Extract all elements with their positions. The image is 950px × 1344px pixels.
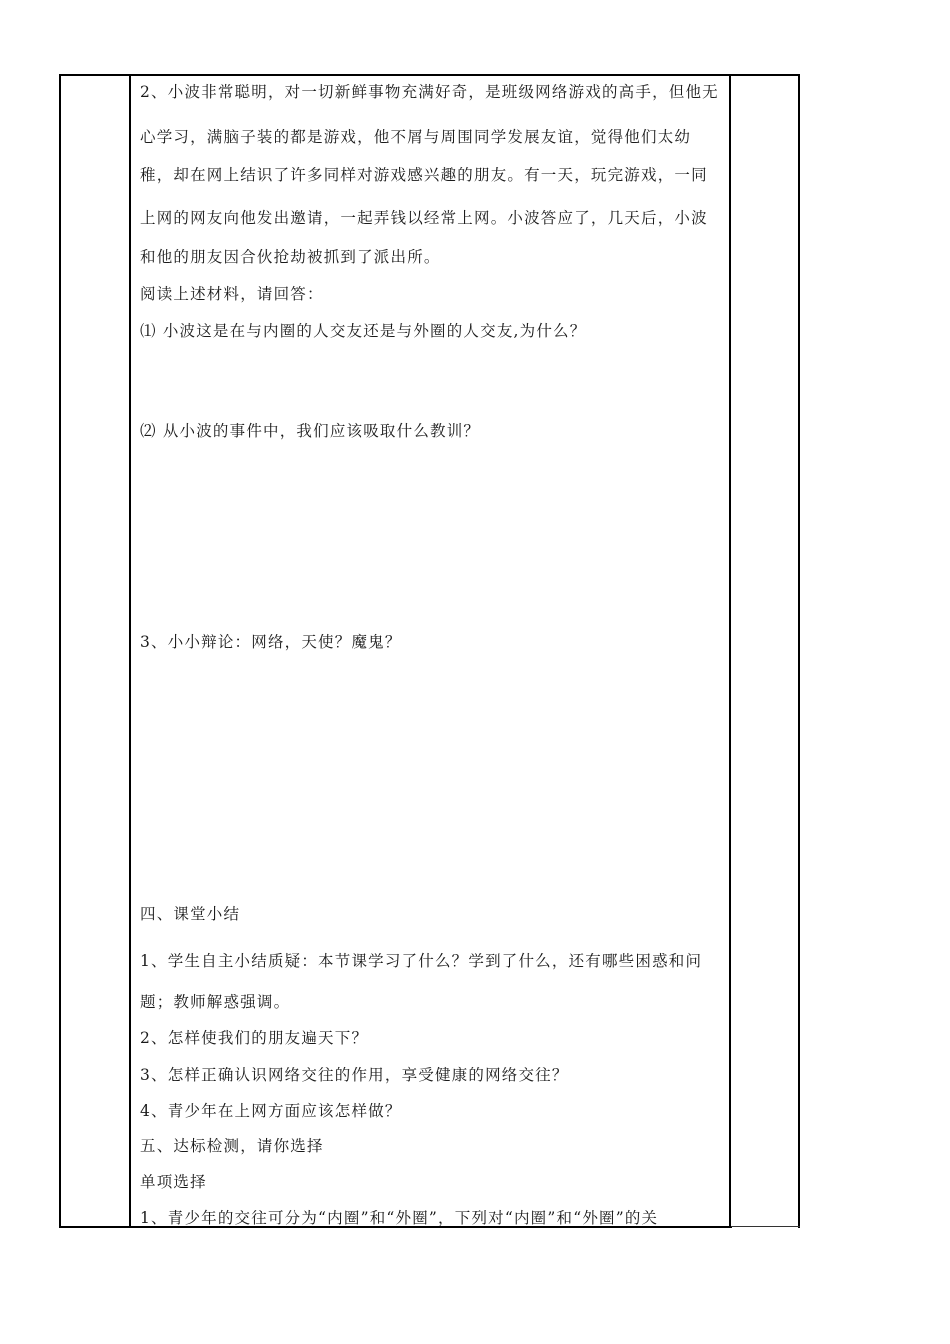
table-top-border [59, 74, 800, 76]
summary-heading: 四、课堂小结 [140, 905, 241, 923]
question-2: ⑵ 从小波的事件中，我们应该吸取什么教训？ [140, 422, 481, 440]
case-paragraph-line-4: 上网的网友向他发出邀请，一起弄钱以经常上网。小波答应了，几天后，小波 [140, 209, 708, 227]
column-divider-2 [729, 74, 731, 1228]
summary-item-1-line-2: 题；教师解惑强调。 [140, 993, 291, 1011]
summary-item-4: 4、青少年在上网方面应该怎样做？ [140, 1102, 402, 1120]
test-subheading: 单项选择 [140, 1173, 207, 1191]
test-heading: 五、达标检测，请你选择 [140, 1137, 324, 1155]
test-question-1: 1、青少年的交往可分为“内圈”和“外圈”，下列对“内圈”和“外圈”的关 [140, 1209, 659, 1227]
case-paragraph-line-2: 心学习，满脑子装的都是游戏，他不屑与周围同学发展友谊，觉得他们太幼 [140, 128, 692, 146]
question-1: ⑴ 小波这是在与内圈的人交友还是与外圈的人交友,为什么？ [140, 322, 587, 340]
summary-item-3: 3、怎样正确认识网络交往的作用，享受健康的网络交往？ [140, 1066, 569, 1084]
debate-topic: 3、小小辩论：网络，天使？魔鬼？ [140, 633, 402, 651]
column-divider-1 [129, 74, 131, 1228]
summary-item-1-line-1: 1、学生自主小结质疑：本节课学习了什么？学到了什么，还有哪些困惑和问 [140, 952, 703, 970]
case-paragraph-line-5: 和他的朋友因合伙抢劫被抓到了派出所。 [140, 248, 441, 266]
table-left-border [59, 74, 61, 1228]
case-paragraph-line-1: 2、小波非常聪明，对一切新鲜事物充满好奇，是班级网络游戏的高手，但他无 [140, 83, 719, 101]
right-column-bottom-border [731, 1226, 800, 1227]
case-paragraph-line-3: 稚，却在网上结识了许多同样对游戏感兴趣的朋友。有一天，玩完游戏，一同 [140, 166, 708, 184]
table-right-border [798, 74, 800, 1228]
reading-prompt: 阅读上述材料，请回答： [140, 285, 324, 303]
summary-item-2: 2、怎样使我们的朋友遍天下？ [140, 1029, 369, 1047]
